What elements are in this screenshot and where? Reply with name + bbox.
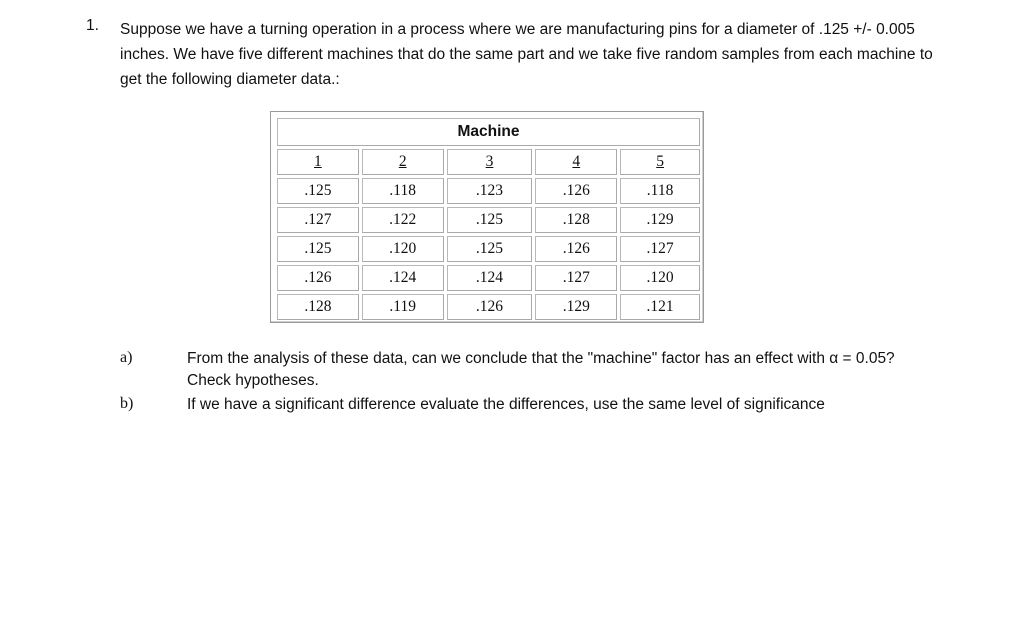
data-table xyxy=(274,115,703,323)
table-cell: .124 xyxy=(447,265,533,291)
table-row xyxy=(277,265,700,291)
table-cell: .121 xyxy=(620,294,700,320)
table-title-row xyxy=(277,118,700,146)
table-cell: .126 xyxy=(535,178,617,204)
table-cell: .120 xyxy=(620,265,700,291)
column-header-row xyxy=(277,149,700,175)
column-header xyxy=(447,149,533,175)
table-cell: .118 xyxy=(620,178,700,204)
table-cell: .125 xyxy=(447,236,533,262)
column-header xyxy=(620,149,700,175)
column-header-label: 5 xyxy=(656,153,664,170)
table-cell: .122 xyxy=(362,207,444,233)
column-header-label: 3 xyxy=(485,153,494,170)
table-cell: .127 xyxy=(535,265,617,291)
column-header xyxy=(362,149,444,175)
table-cell: .118 xyxy=(362,178,444,204)
table-row xyxy=(277,207,700,233)
table-cell: .124 xyxy=(362,265,444,291)
column-header-label: 1 xyxy=(314,153,322,170)
table-cell: .129 xyxy=(535,294,617,320)
table-cell: .128 xyxy=(277,294,359,320)
table-title: Machine xyxy=(277,118,700,146)
part-b-label: b) xyxy=(120,395,134,412)
table-cell: .126 xyxy=(535,236,617,262)
table-cell: .126 xyxy=(447,294,533,320)
table-row xyxy=(277,294,700,320)
table-cell: .125 xyxy=(447,207,533,233)
table-row xyxy=(277,236,700,262)
table-cell: .127 xyxy=(277,207,359,233)
table-cell: .125 xyxy=(277,178,359,204)
table-cell: .128 xyxy=(535,207,617,233)
table-cell: .123 xyxy=(447,178,533,204)
column-header-label: 2 xyxy=(398,153,407,170)
part-a-text: From the analysis of these data, can we conclude that the "machine" factor has an effect with α = 0.05? Check hypotheses. xyxy=(187,350,895,389)
table-cell: .120 xyxy=(362,236,444,262)
table-row xyxy=(277,178,700,204)
question-text: Suppose we have a turning operation in a process where we are manufacturing pins for a diameter of .125 +/- 0.005 inches. We have five different machines that do the same part and we take five random samples from each machine to get the following diameter data.: xyxy=(120,21,933,88)
question-number: 1. xyxy=(86,17,99,34)
table-cell: .125 xyxy=(277,236,359,262)
column-header xyxy=(277,149,359,175)
table-cell: .127 xyxy=(620,236,700,262)
table-cell: .126 xyxy=(277,265,359,291)
column-header-label: 4 xyxy=(572,153,581,170)
column-header xyxy=(535,149,617,175)
part-b-text: If we have a significant difference evaluate the differences, use the same level of significance xyxy=(187,396,825,413)
table-cell: .119 xyxy=(362,294,444,320)
table-cell: .129 xyxy=(620,207,700,233)
diameter-data-table xyxy=(270,111,704,323)
part-a-label: a) xyxy=(120,349,133,366)
